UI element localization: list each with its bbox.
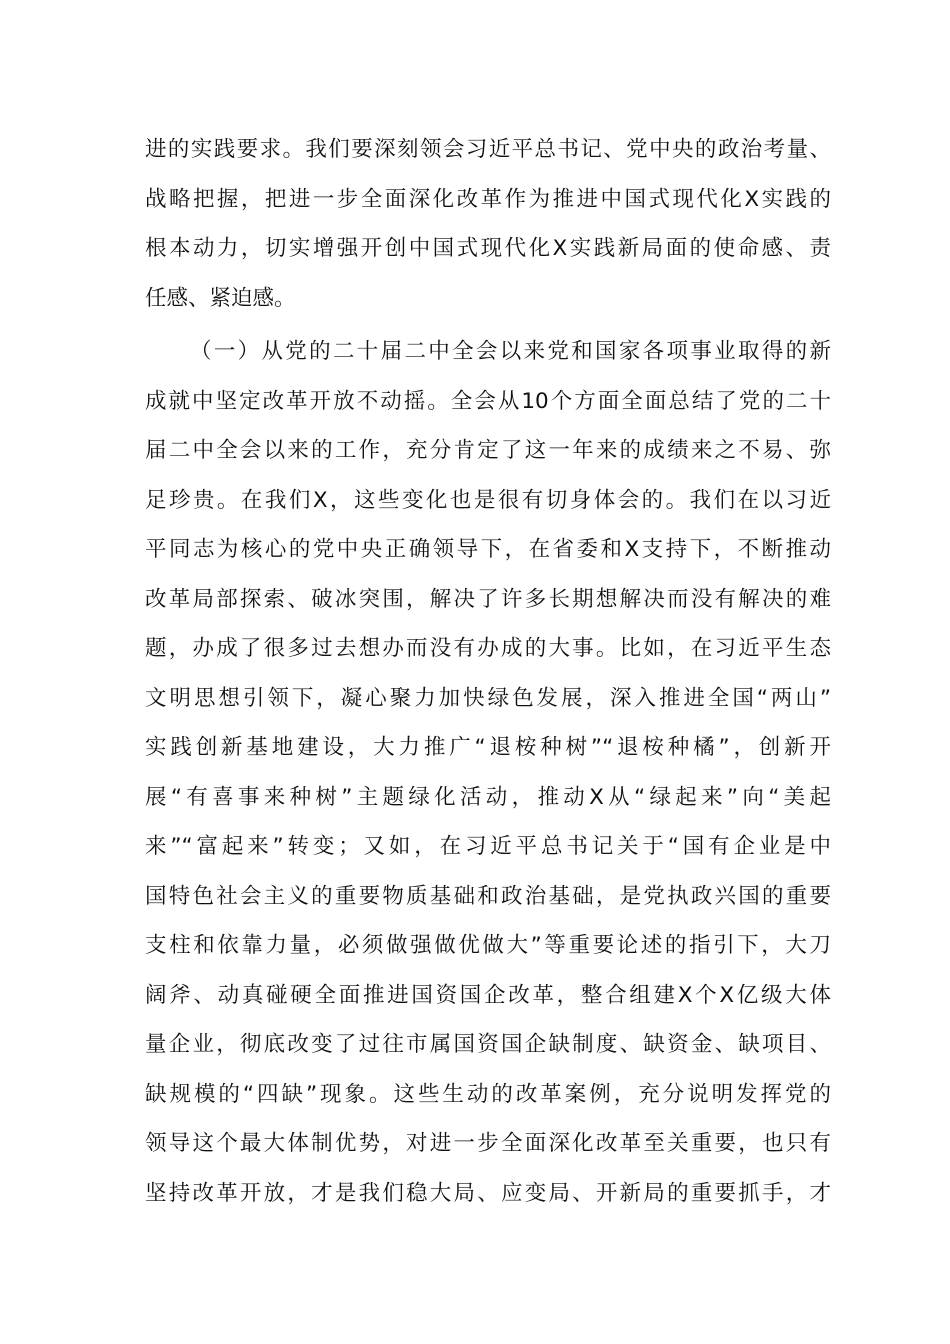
text-line: 任感、紧迫感。 bbox=[145, 285, 296, 311]
text-line: 届二中全会以来的工作，充分肯定了这一年来的成绩来之不易、弥 bbox=[145, 438, 831, 463]
document-body bbox=[145, 125, 831, 1218]
section-heading-line: （一）从党的二十届二中全会以来党和国家各项事业取得的新 bbox=[190, 339, 831, 364]
text-line: 改革局部探索、破冰突围，解决了许多长期想解决而没有解决的难 bbox=[145, 586, 831, 612]
text-line: 进的实践要求。我们要深刻领会习近平总书记、党中央的政治考量、 bbox=[145, 137, 831, 162]
text-line: 支柱和依靠力量，必须做强做优做大”等重要论述的指引下，大刀 bbox=[145, 933, 831, 958]
text-line: 成就中坚定改革开放不动摇。全会从10个方面全面总结了党的二十 bbox=[145, 388, 831, 414]
text-line: 来”“富起来”转变；又如，在习近平总书记关于“国有企业是中 bbox=[145, 834, 831, 859]
paragraph-2 bbox=[145, 327, 831, 1218]
text-line: 平同志为核心的党中央正确领导下，在省委和X支持下，不断推动 bbox=[145, 537, 831, 562]
paragraph-1 bbox=[145, 125, 831, 323]
text-line: 根本动力，切实增强开创中国式现代化X实践新局面的使命感、责 bbox=[145, 236, 831, 261]
text-line: 展“有喜事来种树”主题绿化活动，推动X从“绿起来”向“美起 bbox=[145, 784, 831, 810]
text-line: 坚持改革开放，才是我们稳大局、应变局、开新局的重要抓手，才 bbox=[145, 1180, 831, 1206]
text-line: 战略把握，把进一步全面深化改革作为推进中国式现代化X实践的 bbox=[145, 186, 831, 212]
text-line: 题，办成了很多过去想办而没有办成的大事。比如，在习近平生态 bbox=[145, 636, 831, 661]
text-line: 实践创新基地建设，大力推广“退桉种树”“退桉种橘”，创新开 bbox=[145, 735, 831, 760]
text-line: 量企业，彻底改变了过往市属国资国企缺制度、缺资金、缺项目、 bbox=[145, 1032, 831, 1057]
text-line: 阔斧、动真碰硬全面推进国资国企改革，整合组建X个X亿级大体 bbox=[145, 982, 831, 1008]
text-line: 领导这个最大体制优势，对进一步全面深化改革至关重要，也只有 bbox=[145, 1131, 831, 1156]
text-line: 国特色社会主义的重要物质基础和政治基础，是党执政兴国的重要 bbox=[145, 883, 831, 909]
text-line: 文明思想引领下，凝心聚力加快绿色发展，深入推进全国“两山” bbox=[145, 685, 831, 711]
text-line: 缺规模的“四缺”现象。这些生动的改革案例，充分说明发挥党的 bbox=[145, 1081, 831, 1107]
text-line: 足珍贵。在我们X，这些变化也是很有切身体会的。我们在以习近 bbox=[145, 487, 831, 513]
